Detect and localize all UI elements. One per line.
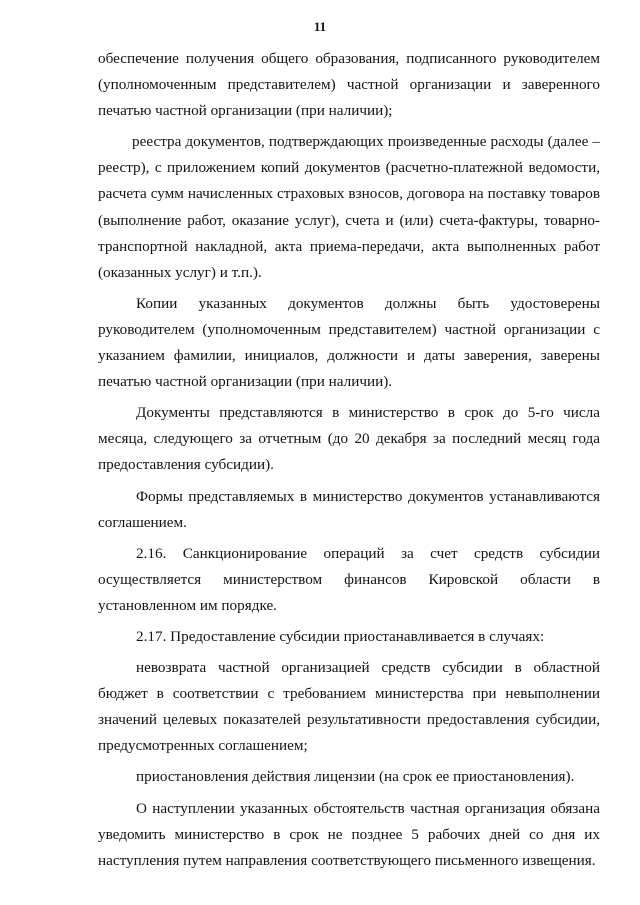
text-line: бюджет в соответствии с требованием министерства при невыполнении [98, 685, 600, 703]
paragraph-license-suspension [98, 764, 600, 790]
text-line: (выполнение работ, оказание услуг), счета и (или) счета-фактуры, товарно- [98, 211, 600, 229]
paragraph-2-17 [98, 624, 600, 650]
text-line: Формы представляемых в министерство документов устанавливаются [136, 487, 600, 505]
text-line: 2.16. Санкционирование операций за счет средств субсидии [136, 544, 600, 562]
text-line: наступления путем направления соответствующего письменного извещения. [98, 851, 596, 869]
text-line: руководителем (уполномоченным представителем) частной организации с [98, 320, 600, 338]
paragraph-notification [98, 796, 600, 874]
text-line: значений целевых показателей результативности предоставления субсидии, [98, 711, 600, 729]
text-line: печатью частной организации (при наличии). [98, 373, 393, 391]
document-body [98, 46, 600, 874]
text-line: предусмотренных соглашением; [98, 737, 308, 755]
text-line: (уполномоченным представителем) частной организации и заверенного [98, 76, 600, 94]
text-line: 2.17. Предоставление субсидии приостанавливается в случаях: [136, 627, 545, 645]
text-line: невозврата частной организацией средств субсидии в областной [136, 659, 600, 677]
paragraph-education-provision [98, 46, 600, 124]
text-line: О наступлении указанных обстоятельств частная организация обязана [136, 799, 600, 817]
paragraph-document-forms [98, 484, 600, 536]
text-line: расчета сумм начисленных страховых взносов, договора на поставку товаров [98, 185, 600, 203]
text-line: реестра документов, подтверждающих произведенные расходы (далее – [132, 133, 600, 151]
paragraph-copies [98, 291, 600, 395]
text-line: Копии указанных документов должны быть удостоверены [136, 294, 600, 312]
text-line: печатью частной организации (при наличии); [98, 102, 393, 120]
paragraph-2-16 [98, 541, 600, 619]
text-line: предоставления субсидии). [98, 456, 274, 474]
text-line: приостановления действия лицензии (на срок ее приостановления). [136, 768, 575, 786]
page-number: 11 [313, 19, 327, 34]
text-line: соглашением. [98, 513, 187, 531]
text-line: обеспечение получения общего образования, подписанного руководителем [98, 50, 600, 67]
text-line: уведомить министерство в срок не позднее 5 рабочих дней со дня их [98, 825, 600, 843]
text-line: транспортной накладной, акта приема-передачи, акта выполненных работ [98, 237, 600, 255]
text-line: месяца, следующего за отчетным (до 20 декабря за последний месяц года [98, 430, 600, 448]
text-line: (оказанных услуг) и т.п.). [98, 263, 262, 281]
paragraph-register [98, 129, 600, 286]
text-line: реестр), с приложением копий документов (расчетно-платежной ведомости, [98, 159, 600, 177]
paragraph-submission-deadline [98, 400, 600, 478]
text-line: установленном им порядке. [98, 596, 277, 614]
text-line: осуществляется министерством финансов Кировской области в [98, 570, 600, 588]
paragraph-non-return [98, 655, 600, 759]
text-line: Документы представляются в министерство в срок до 5-го числа [136, 404, 600, 422]
text-line: указанием фамилии, инициалов, должности и даты заверения, заверены [98, 347, 600, 365]
